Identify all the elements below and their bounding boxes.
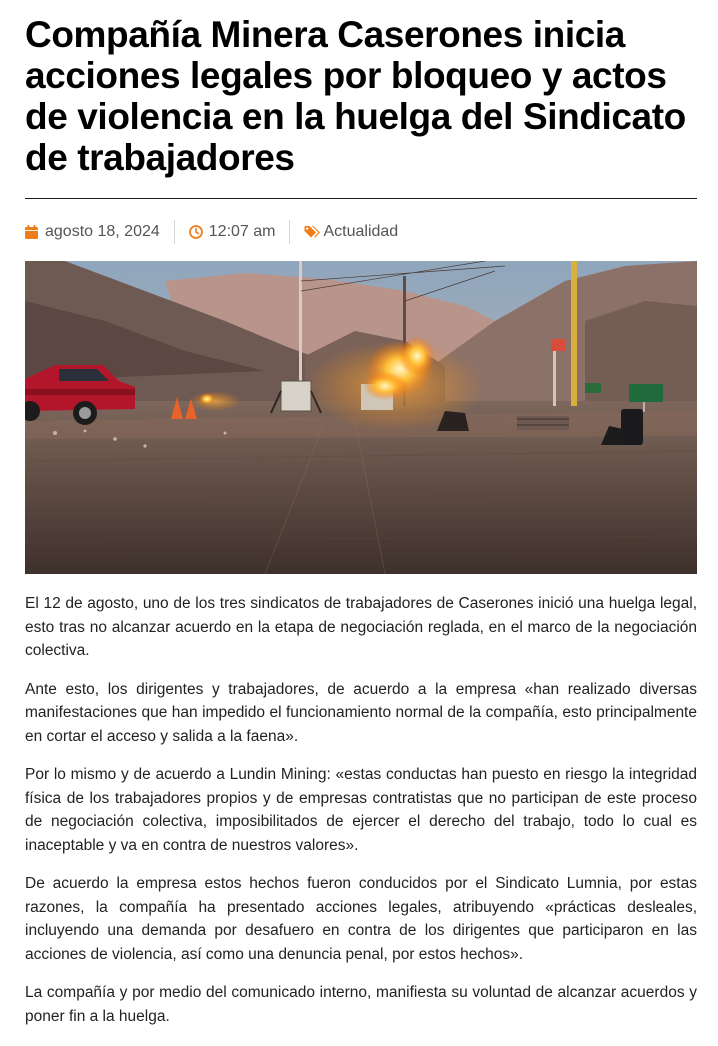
meta-divider — [289, 220, 290, 244]
article-body — [25, 592, 697, 1028]
article-paragraph: Por lo mismo y de acuerdo a Lundin Mining: «estas conductas han puesto en riesgo la integridad física de los trabajadores propios y de empresas contratistas que no participan de este proceso de negociación colectiva, imposibilitados de ejercer el derecho del trabajo, todo lo cual es inaceptable y va en contra de nuestros valores». — [25, 766, 697, 854]
hero-image — [25, 261, 697, 574]
post-date-text: agosto 18, 2024 — [45, 223, 160, 240]
article-paragraph: El 12 de agosto, uno de los tres sindicatos de trabajadores de Caserones inició una huelga legal, esto tras no alcanzar acuerdo en la etapa de negociación reglada, en el marco de la negociación colectiva. — [25, 595, 697, 659]
article-title: Compañía Minera Caserones inicia acciones legales por bloqueo y actos de violencia en la huelga del Sindicato de trabajadores — [25, 14, 686, 178]
tags-icon — [304, 225, 322, 239]
post-category[interactable] — [304, 223, 398, 241]
article-paragraph: La compañía y por medio del comunicado interno, manifiesta su voluntad de alcanzar acuerdos y poner fin a la huelga. — [25, 984, 697, 1025]
post-date[interactable] — [25, 223, 160, 241]
meta-divider — [174, 220, 175, 244]
post-meta — [25, 219, 697, 245]
post-category-link[interactable]: Actualidad — [323, 223, 399, 240]
article — [25, 0, 697, 1043]
clock-icon — [189, 225, 203, 239]
article-paragraph: Ante esto, los dirigentes y trabajadores, de acuerdo a la empresa «han realizado diversas manifestaciones que han impedido el funcionamiento normal de la compañía, esto principalmente en cortar el acceso y salida a la faena». — [25, 680, 697, 745]
calendar-icon — [25, 225, 39, 239]
post-time-text: 12:07 am — [208, 223, 276, 240]
post-time — [189, 223, 276, 241]
article-paragraph: De acuerdo la empresa estos hechos fueron conducidos por el Sindicato Lumnia, por estas razones, la compañía ha presentado acciones legales, atribuyendo «prácticas desleales, incluyendo una demanda por desafuero en contra de los dirigentes que participaron en las acciones de violencia, así como una denuncia penal, por estos hechos». — [25, 875, 697, 963]
title-divider — [25, 198, 697, 199]
